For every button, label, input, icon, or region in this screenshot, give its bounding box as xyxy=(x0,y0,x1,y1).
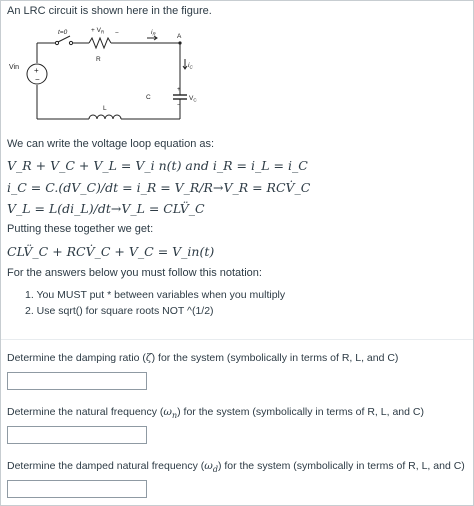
notation-item-1: 1. You MUST put * between variables when you multiply xyxy=(25,289,286,301)
source-minus: − xyxy=(35,75,40,84)
capacitor-label: C xyxy=(146,94,151,101)
question-intro: An LRC circuit is shown here in the figure. xyxy=(7,5,212,17)
vr-label: + $V_R$ xyxy=(91,27,105,35)
damped-natural-frequency-prompt: Determine the damped natural frequency $(\omega_d)$ for the system (symbolically in terms of R, L, and C) xyxy=(7,460,465,475)
vc-label: $V_C$ xyxy=(189,95,197,103)
switch-blade xyxy=(58,36,70,42)
ic-label: $i_C$ xyxy=(188,62,193,70)
damping-ratio-input[interactable] xyxy=(7,372,147,390)
node-a-dot xyxy=(178,41,181,44)
resistor-label: R xyxy=(96,56,101,63)
damping-ratio-prompt: Determine the damping ratio (ζ) for the system (symbolically in terms of R, L, and C) xyxy=(7,352,399,364)
voltage-loop-text: We can write the voltage loop equation as: xyxy=(7,138,215,150)
equation-2: i_C = C.(dV_C)/dt = i_R = V_R/R→V_R = RCV̇_C xyxy=(7,180,311,195)
together-text: Putting these together we get: xyxy=(7,223,154,235)
natural-frequency-prompt: Determine the natural frequency $(\omega_n)$ for the system (symbolically in terms of R, L, and C) xyxy=(7,406,424,421)
notation-text: For the answers below you must follow this notation: xyxy=(7,267,262,279)
switch-label: t=0 xyxy=(58,29,68,36)
divider xyxy=(1,339,473,340)
vr-minus: − xyxy=(115,30,119,37)
notation-item-2: 2. Use sqrt() for square roots NOT ^(1/2) xyxy=(25,305,214,317)
node-a-label: A xyxy=(177,33,182,40)
lrc-circuit-diagram xyxy=(7,23,205,133)
resistor-symbol xyxy=(89,38,111,48)
current-label: $i_R$ xyxy=(151,29,156,37)
equation-3: V_L = L(di_L)/dt→V_L = CLV̈_C xyxy=(7,201,205,216)
equation-1: V_R + V_C + V_L = V_i n(t) and i_R = i_L = i_C xyxy=(7,158,308,173)
inductor-label: L xyxy=(103,105,107,112)
final-equation: CLV̈_C + RCV̇_C + V_C = V_in(t) xyxy=(7,244,215,259)
cap-minus: − xyxy=(177,102,181,109)
switch-contact-right xyxy=(69,41,72,44)
natural-frequency-input[interactable] xyxy=(7,426,147,444)
inductor-symbol xyxy=(89,115,121,119)
damped-natural-frequency-input[interactable] xyxy=(7,480,147,498)
source-label: Vin xyxy=(9,64,19,71)
source-plus: + xyxy=(34,66,39,75)
cap-plus: + xyxy=(177,86,181,93)
